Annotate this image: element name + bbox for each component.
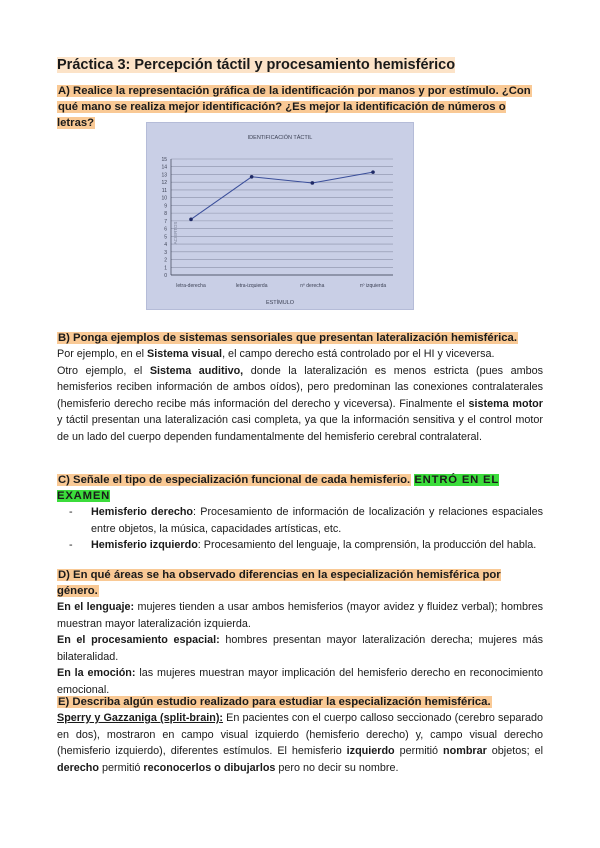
section-d-item-text: las mujeres muestran mayor implicación del hemisferio derecho en reconocimiento emocional. <box>57 667 543 696</box>
exam-tag-badge: ENTRÓ EN EL EXAMEN <box>57 474 500 502</box>
chart-series-line <box>191 172 373 219</box>
section-d-item-bold: En el lenguaje: <box>57 601 135 613</box>
chart-y-tick-label: 11 <box>161 187 167 194</box>
section-c-item <box>91 504 543 537</box>
section-b-paragraph-2 <box>57 363 543 446</box>
chart-y-tick-label: 3 <box>164 249 167 256</box>
chart-data-point <box>311 181 315 185</box>
section-b-p2-pre: Otro ejemplo, el <box>57 364 150 377</box>
section-e-t2: permitió <box>394 745 444 757</box>
section-b-p1-pre: Por ejemplo, en el <box>57 348 148 360</box>
section-d-item-bold: En el procesamiento espacial: <box>57 634 220 646</box>
chart-y-tick-label: 2 <box>164 257 167 264</box>
chart-y-tick-label: 7 <box>164 218 167 225</box>
section-b-p2-mid: donde la lateralización es menos estricta (pues ambos hemisferios reciben información de ambos oídos), pero predominan las conexiones contralaterales (hemisferio derecho recibe más información del derecho y viceversa). Finalmente el <box>57 364 543 410</box>
chart-x-tick-label: letra-izquierda <box>235 283 268 289</box>
chart-title: IDENTIFICACIÓN TÁCTIL <box>247 135 313 141</box>
page-title <box>57 57 455 73</box>
section-e-t3: objetos; el <box>486 745 543 757</box>
chart-y-axis-label: ACIERTOS <box>173 221 178 245</box>
section-e-b1: izquierdo <box>346 745 395 757</box>
section-e <box>57 694 543 776</box>
chart-photo <box>146 122 414 310</box>
section-e-b3: derecho <box>57 761 100 774</box>
section-b-p1-post: , el campo derecho está controlado por el HI y viceversa. <box>222 348 495 360</box>
chart-y-tick-label: 4 <box>164 242 167 249</box>
section-b-p2-post: y táctil presentan una lateralización casi completa, ya que la información sensitiva y el control motor de un lado del cuerpo dependen fundamentalmente del hemisferio cerebral contralateral. <box>57 414 543 443</box>
chart-x-tick-label: letra-derecha <box>176 283 206 289</box>
section-d-item-bold: En la emoción: <box>57 667 136 679</box>
section-c <box>57 472 543 554</box>
section-d <box>57 567 543 698</box>
section-e-question: E) Describa algún estudio realizado para estudiar la especialización hemisférica. <box>58 696 491 708</box>
section-c-list <box>57 504 543 554</box>
chart-y-tick-label: 8 <box>164 211 167 218</box>
section-c-question: C) Señale el tipo de especialización funcional de cada hemisferio. <box>58 474 411 486</box>
section-b-p2-bold2: sistema motor <box>468 397 543 410</box>
chart-data-point <box>189 218 193 222</box>
chart-y-tick-label: 14 <box>161 164 167 171</box>
section-d-item-text: mujeres tienden a usar ambos hemisferios (mayor avidez y fluidez verbal); hombres muestran mayor lateralización izquierda. <box>57 601 543 630</box>
section-e-t4: permitió <box>99 761 144 774</box>
chart-y-tick-label: 15 <box>161 157 167 163</box>
section-b-p2-bold1: Sistema auditivo, <box>149 364 244 377</box>
section-c-item <box>91 537 543 554</box>
section-d-item <box>57 632 543 665</box>
section-e-t5: pero no decir su nombre. <box>275 761 399 774</box>
section-c-item-text: : Procesamiento del lenguaje, la comprensión, la producción del habla. <box>197 539 537 551</box>
chart-y-tick-label: 9 <box>164 203 167 210</box>
section-d-item-text: hombres presentan mayor lateralización derecha; mujeres más bilateralidad. <box>57 634 543 663</box>
chart-y-tick-label: 12 <box>161 180 167 187</box>
section-a-question-line2: qué mano se realiza mejor identificación? ¿Es mejor la identificación de números o letras? <box>57 101 506 129</box>
section-e-t1: En pacientes con el cuerpo calloso seccionado (cerebro separado en dos), mostraron en campo visual izquierdo (hemisferio derecho) y, campo visual derecho (hemisferio izquierdo), diferentes estímulos. El hemisferio <box>57 712 543 757</box>
section-d-item <box>57 599 543 632</box>
chart-y-tick-label: 0 <box>164 273 167 279</box>
section-c-item-bold: Hemisferio izquierdo <box>91 539 198 551</box>
chart-x-tick-label: nº derecha <box>300 283 325 289</box>
section-d-question: D) En qué áreas se ha observado diferencias en la especialización hemisférica por género. <box>57 569 501 597</box>
section-e-b2: nombrar <box>443 745 487 757</box>
chart-y-tick-label: 13 <box>161 172 167 179</box>
section-b-p1-bold: Sistema visual <box>147 348 223 360</box>
section-c-item-text: : Procesamiento de información de localización y relaciones espaciales entre objetos, la música, capacidades artísticas, etc. <box>91 506 544 535</box>
chart-data-point <box>371 170 375 174</box>
chart-data-point <box>250 175 254 179</box>
chart-y-tick-label: 6 <box>164 226 167 233</box>
section-c-item-bold: Hemisferio derecho <box>91 506 194 518</box>
chart-x-tick-label: nº izquierda <box>359 283 387 289</box>
section-e-b4: reconocerlos o dibujarlos <box>143 761 276 774</box>
page-title-text: Práctica 3: Percepción táctil y procesamiento hemisférico <box>57 57 456 73</box>
section-e-paragraph <box>57 710 543 776</box>
section-b-question: B) Ponga ejemplos de sistemas sensoriales que presentan lateralización hemisférica. <box>58 332 517 344</box>
section-e-study-name: Sperry y Gazzaniga (split-brain): <box>57 712 224 724</box>
chart-x-axis-label: ESTÍMULO <box>265 300 295 306</box>
section-b <box>57 330 543 445</box>
section-b-paragraph-1 <box>57 346 543 363</box>
section-a-question-line1: A) Realice la representación gráfica de la identificación por manos y por estímulo. ¿Con <box>58 85 531 97</box>
chart-y-tick-label: 10 <box>161 195 167 202</box>
line-chart <box>147 123 413 309</box>
chart-y-tick-label: 5 <box>164 234 167 241</box>
chart-y-tick-label: 1 <box>164 265 167 272</box>
